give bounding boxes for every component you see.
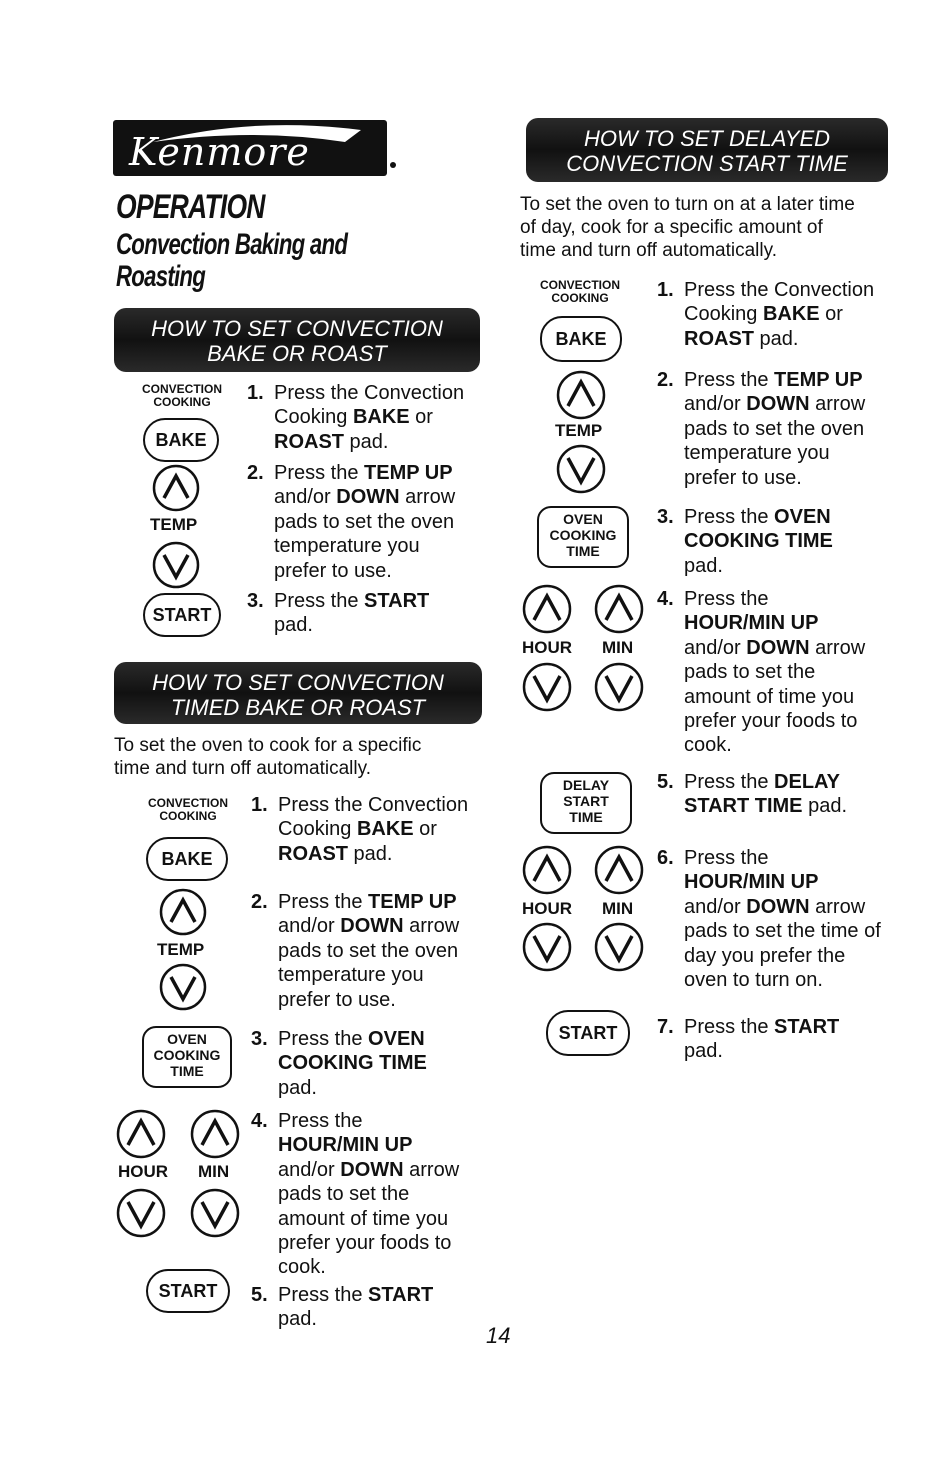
- temp-label: TEMP: [157, 940, 205, 959]
- pad-name-text: ROAST: [684, 327, 754, 350]
- step-text-line: [684, 685, 854, 709]
- step-text-line: [684, 327, 798, 351]
- step-text: temperature you: [684, 442, 830, 465]
- hour-label: HOUR: [118, 1162, 169, 1181]
- step-text-line: [684, 505, 831, 529]
- step-text-line: [684, 1039, 723, 1063]
- step-number: 2.: [251, 891, 268, 913]
- temp-up-pad[interactable]: [152, 464, 200, 512]
- step-text-line: [278, 963, 424, 987]
- page-subheading-1: Convection Baking and: [116, 228, 348, 261]
- step-text-line: [684, 1015, 839, 1039]
- step-text-line: [684, 587, 768, 611]
- hour-label: HOUR: [522, 899, 573, 918]
- start-pad[interactable]: [546, 1010, 630, 1056]
- step-text-line: [278, 817, 437, 841]
- step-text: and/or: [684, 393, 747, 416]
- step-text-line: [274, 613, 313, 637]
- pad-name-text: START: [368, 1284, 434, 1306]
- page-number: 14: [486, 1323, 511, 1348]
- bake-pad[interactable]: [146, 837, 228, 881]
- step-text-line: [684, 733, 732, 757]
- section3-banner: [526, 118, 888, 182]
- step-number: 3.: [251, 1028, 268, 1050]
- step-text-line: [274, 589, 429, 613]
- step-text: Press the: [278, 1284, 369, 1306]
- pad-line: TIME: [569, 809, 603, 825]
- step-text-line: [274, 430, 388, 454]
- step-text: prefer your foods to: [278, 1232, 452, 1254]
- section2-title-line1: HOW TO SET CONVECTION: [152, 670, 444, 695]
- step-text: pads to set the: [278, 1183, 410, 1206]
- pad-name-text: ROAST: [274, 430, 344, 453]
- pad-name-text: DOWN: [340, 1158, 404, 1181]
- step-text-line: [684, 392, 865, 416]
- step-text-line: [278, 1109, 362, 1133]
- step-text: Cooking: [278, 818, 357, 841]
- step-text: day you prefer the: [684, 944, 846, 967]
- step-text: pad.: [348, 842, 393, 865]
- step-text: Cooking: [684, 303, 763, 326]
- up-arrow-icon: [522, 845, 572, 895]
- step-number: 7.: [657, 1016, 674, 1038]
- step-number: 4.: [657, 588, 674, 610]
- step-text-line: [278, 1158, 459, 1182]
- temp-label: TEMP: [555, 421, 603, 440]
- down-arrow-icon: [594, 922, 644, 972]
- step-text: Press the: [278, 891, 369, 913]
- step-text: pad.: [344, 430, 389, 453]
- step-number: 4.: [251, 1110, 268, 1132]
- down-arrow-icon: [594, 662, 644, 712]
- hour-down-pad[interactable]: [116, 1188, 166, 1238]
- pad-line: DELAY: [562, 777, 610, 793]
- hour-up-pad[interactable]: [522, 845, 572, 895]
- pad-line: OVEN: [167, 1031, 207, 1047]
- step-text: pad.: [274, 614, 313, 637]
- step-text: pads to set the oven: [278, 939, 459, 962]
- step-text-line: [684, 709, 857, 733]
- oven-cooking-time-pad[interactable]: [142, 1026, 232, 1088]
- section2-title-line2: TIMED BAKE OR ROAST: [170, 695, 426, 720]
- step-text-line: [684, 441, 830, 465]
- step-text: Press the: [278, 1028, 369, 1050]
- step-number: 1.: [657, 279, 674, 301]
- convection-cooking-label: [134, 383, 230, 409]
- step-text-line: [274, 461, 453, 485]
- pad-name-text: ROAST: [278, 842, 348, 865]
- min-label: MIN: [602, 899, 634, 918]
- pad-name-text: BAKE: [352, 406, 410, 429]
- step-text: arrow: [809, 895, 866, 918]
- step-text: pads to set the oven: [274, 510, 455, 533]
- step-text: temperature you: [278, 964, 424, 987]
- logo-dot: [390, 162, 396, 168]
- step-text-line: [278, 842, 392, 866]
- step-text-line: [278, 890, 457, 914]
- step-text-line: [278, 1076, 317, 1100]
- up-arrow-icon: [594, 845, 644, 895]
- section2-intro: [114, 734, 421, 780]
- section3-title-line1: HOW TO SET DELAYED: [583, 126, 831, 151]
- convection-cooking-label: [138, 797, 238, 823]
- step-text-line: [278, 1231, 451, 1255]
- step-text: temperature you: [274, 535, 420, 558]
- step-text-line: [684, 636, 865, 660]
- step-text: Press the: [684, 369, 775, 391]
- bake-pad-label: BAKE: [161, 848, 213, 869]
- pad-name-text: BAKE: [762, 303, 820, 326]
- down-arrow-icon: [556, 444, 606, 494]
- min-label: MIN: [602, 638, 634, 657]
- step-text: and/or: [684, 636, 747, 659]
- pad-name-text: START TIME: [684, 795, 803, 818]
- pad-line: OVEN: [563, 511, 603, 527]
- hour-up-pad[interactable]: [116, 1109, 166, 1159]
- step-text-line: [684, 417, 864, 441]
- step-text: arrow: [403, 1158, 460, 1181]
- step-text: Press the: [274, 590, 365, 612]
- step-text: arrow: [399, 486, 456, 509]
- step-text: pad.: [754, 327, 799, 350]
- step-text-line: [274, 485, 455, 509]
- step-text-line: [684, 846, 768, 870]
- intro-line: time and turn off automatically.: [114, 758, 371, 779]
- pad-name-text: TEMP UP: [368, 891, 457, 913]
- step-text: Press the: [684, 1016, 775, 1038]
- step-number: 6.: [657, 847, 674, 869]
- step-text: pad.: [802, 795, 847, 818]
- step-text: Press the: [684, 771, 775, 793]
- start-pad[interactable]: [143, 593, 221, 637]
- min-label: MIN: [198, 1162, 230, 1181]
- temp-down-pad[interactable]: [152, 541, 200, 589]
- step-text-line: [278, 793, 468, 817]
- step-text: Press the: [274, 462, 365, 484]
- label-line: COOKING: [153, 395, 211, 409]
- step-text-line: [684, 895, 865, 919]
- step-text-line: [278, 1027, 425, 1051]
- pad-name-text: DOWN: [746, 393, 810, 416]
- pad-name-text: HOUR/MIN UP: [684, 612, 819, 635]
- pad-name-text: START: [774, 1016, 840, 1038]
- up-arrow-icon: [152, 464, 200, 512]
- step-text: Cooking: [274, 406, 353, 429]
- pad-name-text: HOUR/MIN UP: [684, 871, 819, 894]
- down-arrow-icon: [159, 963, 207, 1011]
- step-text-line: [684, 660, 815, 684]
- pad-name-text: DOWN: [340, 915, 404, 938]
- step-text: pad.: [684, 1040, 723, 1063]
- step-number: 5.: [251, 1284, 268, 1306]
- step-text: pads to set the time of: [684, 920, 881, 943]
- temp-label: TEMP: [150, 515, 198, 534]
- step-text-line: [684, 944, 845, 968]
- bake-pad[interactable]: [143, 418, 219, 462]
- down-arrow-icon: [190, 1188, 240, 1238]
- up-arrow-icon: [556, 370, 606, 420]
- step-text-line: [278, 939, 458, 963]
- step-text-line: [684, 794, 847, 818]
- temp-up-pad[interactable]: [556, 370, 606, 420]
- step-text: pad.: [278, 1076, 317, 1099]
- step-text-line: [684, 770, 840, 794]
- pad-line: COOKING: [549, 527, 617, 543]
- temp-up-pad[interactable]: [159, 888, 207, 936]
- step-text: pads to set the: [684, 661, 816, 684]
- step-text: and/or: [684, 895, 747, 918]
- pad-line: TIME: [566, 543, 600, 559]
- step-number: 1.: [251, 794, 268, 816]
- label-line: COOKING: [159, 809, 217, 823]
- step-number: 5.: [657, 771, 674, 793]
- step-text-line: [278, 1207, 448, 1231]
- step-text: Press the Convection: [278, 794, 469, 816]
- step-text-line: [684, 611, 818, 635]
- convection-cooking-label: [528, 279, 632, 305]
- label-line: CONVECTION: [539, 278, 620, 292]
- temp-down-pad[interactable]: [159, 963, 207, 1011]
- down-arrow-icon: [522, 662, 572, 712]
- min-up-pad[interactable]: [190, 1109, 240, 1159]
- step-text: arrow: [809, 636, 866, 659]
- min-up-pad[interactable]: [594, 584, 644, 634]
- step-text-line: [278, 1255, 326, 1279]
- section3-intro: [520, 193, 855, 262]
- step-text-line: [684, 919, 881, 943]
- step-text-line: [278, 1283, 433, 1307]
- step-text: prefer to use.: [684, 466, 802, 489]
- step-text: and/or: [278, 1158, 341, 1181]
- min-down-pad[interactable]: [594, 922, 644, 972]
- oven-cooking-time-pad[interactable]: [537, 506, 629, 568]
- step-text-line: [278, 1133, 412, 1157]
- pad-name-text: DOWN: [746, 895, 810, 918]
- pad-name-text: START: [364, 590, 430, 612]
- step-text-line: [684, 554, 723, 578]
- bake-pad-label: BAKE: [155, 429, 207, 450]
- pad-name-text: DOWN: [336, 486, 400, 509]
- up-arrow-icon: [159, 888, 207, 936]
- pad-name-text: DOWN: [746, 636, 810, 659]
- page-heading: OPERATION: [116, 188, 265, 226]
- step-text-line: [684, 302, 843, 326]
- intro-line: time and turn off automatically.: [520, 240, 777, 261]
- step-text: prefer your foods to: [684, 710, 858, 732]
- min-up-pad[interactable]: [594, 845, 644, 895]
- hour-down-pad[interactable]: [522, 662, 572, 712]
- step-number: 2.: [247, 462, 264, 484]
- section3-title-line2: CONVECTION START TIME: [566, 151, 848, 176]
- up-arrow-icon: [594, 584, 644, 634]
- step-text: prefer to use.: [274, 559, 392, 582]
- section1-title-line1: HOW TO SET CONVECTION: [151, 316, 443, 341]
- step-text-line: [274, 405, 433, 429]
- pad-name-text: OVEN: [368, 1028, 425, 1050]
- step-text-line: [684, 368, 863, 392]
- intro-line: To set the oven to turn on at a later time: [520, 194, 855, 215]
- label-line: CONVECTION: [141, 382, 222, 396]
- start-pad[interactable]: [146, 1269, 230, 1313]
- step-text: Press the: [278, 1110, 363, 1132]
- section1-title-line2: BAKE OR ROAST: [207, 341, 387, 366]
- step-text-line: [278, 1182, 409, 1206]
- pad-line: TIME: [170, 1063, 204, 1079]
- hour-up-pad[interactable]: [522, 584, 572, 634]
- step-text: pad.: [278, 1308, 317, 1331]
- step-text: or: [409, 406, 433, 429]
- step-text: Press the Convection: [274, 382, 465, 404]
- step-text: Press the: [684, 847, 769, 869]
- hour-label: HOUR: [522, 638, 573, 657]
- pad-line: COOKING: [153, 1047, 221, 1063]
- step-number: 2.: [657, 369, 674, 391]
- step-text: pad.: [684, 554, 723, 577]
- pad-name-text: COOKING TIME: [684, 530, 833, 553]
- step-text: Press the: [684, 506, 775, 528]
- section1-banner: [114, 308, 480, 372]
- pad-line: START: [563, 793, 609, 809]
- step-text: arrow: [403, 915, 460, 938]
- kenmore-logo: [113, 120, 387, 176]
- step-text-line: [684, 529, 833, 553]
- intro-line: To set the oven to cook for a specific: [114, 735, 422, 756]
- step-text: Press the Convection: [684, 279, 875, 301]
- step-text-line: [278, 988, 396, 1012]
- min-down-pad[interactable]: [594, 662, 644, 712]
- up-arrow-icon: [522, 584, 572, 634]
- pad-name-text: COOKING TIME: [278, 1052, 427, 1075]
- down-arrow-icon: [522, 922, 572, 972]
- step-text-line: [684, 278, 874, 302]
- step-text: cook.: [278, 1256, 326, 1279]
- step-text: oven to turn on.: [684, 969, 823, 991]
- bake-pad[interactable]: [540, 316, 622, 362]
- pad-name-text: BAKE: [356, 818, 414, 841]
- temp-down-pad[interactable]: [556, 444, 606, 494]
- label-line: CONVECTION: [147, 796, 228, 810]
- step-text-line: [274, 381, 464, 405]
- step-text: pads to set the oven: [684, 417, 865, 440]
- step-text-line: [684, 968, 823, 992]
- pad-name-text: HOUR/MIN UP: [278, 1134, 413, 1157]
- step-number: 1.: [247, 382, 264, 404]
- delay-start-time-pad[interactable]: [540, 772, 632, 834]
- down-arrow-icon: [152, 541, 200, 589]
- step-text: cook.: [684, 734, 732, 757]
- step-text: or: [413, 818, 437, 841]
- bake-pad-label: BAKE: [555, 328, 607, 349]
- step-text-line: [278, 1307, 317, 1331]
- page-subheading-2: Roasting: [116, 260, 206, 293]
- hour-down-pad[interactable]: [522, 922, 572, 972]
- intro-line: of day, cook for a specific amount of: [520, 217, 823, 238]
- step-text: amount of time you: [684, 685, 855, 708]
- step-number: 3.: [247, 590, 264, 612]
- step-text: prefer to use.: [278, 988, 396, 1011]
- step-text: and/or: [278, 915, 341, 938]
- min-down-pad[interactable]: [190, 1188, 240, 1238]
- step-text: Press the: [684, 588, 769, 610]
- section2-banner: [114, 662, 482, 724]
- step-text: or: [819, 303, 843, 326]
- step-text-line: [684, 870, 818, 894]
- step-text-line: [274, 510, 454, 534]
- label-line: COOKING: [551, 291, 609, 305]
- step-text-line: [684, 466, 802, 490]
- brand-name: Kenmore: [129, 130, 310, 174]
- pad-name-text: TEMP UP: [774, 369, 863, 391]
- pad-name-text: TEMP UP: [364, 462, 453, 484]
- start-pad-label: START: [558, 1022, 618, 1043]
- step-number: 3.: [657, 506, 674, 528]
- step-text: arrow: [809, 393, 866, 416]
- start-pad-label: START: [152, 604, 212, 625]
- step-text-line: [274, 559, 392, 583]
- step-text: and/or: [274, 486, 337, 509]
- down-arrow-icon: [116, 1188, 166, 1238]
- step-text-line: [274, 534, 420, 558]
- up-arrow-icon: [116, 1109, 166, 1159]
- step-text: amount of time you: [278, 1207, 449, 1230]
- pad-name-text: OVEN: [774, 506, 831, 528]
- start-pad-label: START: [158, 1280, 218, 1301]
- pad-name-text: DELAY: [774, 771, 840, 793]
- up-arrow-icon: [190, 1109, 240, 1159]
- step-text-line: [278, 914, 459, 938]
- step-text-line: [278, 1051, 427, 1075]
